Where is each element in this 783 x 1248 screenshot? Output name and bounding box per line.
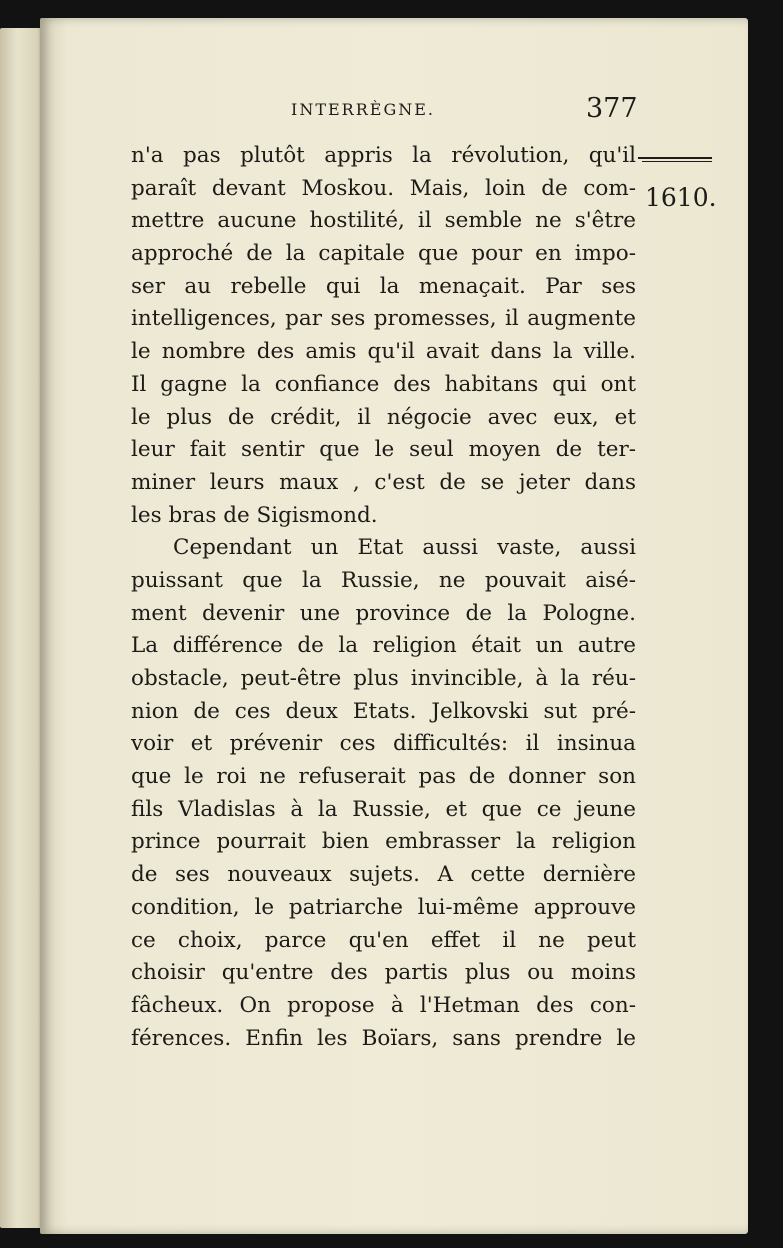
text-line: ce choix, parce qu'en effet il ne peut bbox=[131, 927, 636, 953]
text-line: approché de la capitale que pour en impo- bbox=[131, 241, 636, 267]
text-line: fâcheux. On propose à l'Hetman des con- bbox=[131, 992, 636, 1018]
text-line: ser au rebelle qui la menaçait. Par ses bbox=[131, 273, 636, 299]
text-line: Il gagne la confiance des habitans qui ont bbox=[131, 371, 636, 397]
text-line: choisir qu'entre des partis plus ou moins bbox=[131, 960, 636, 986]
margin-date: 1610. bbox=[645, 183, 717, 212]
margin-rule bbox=[642, 161, 712, 162]
text-line: leur fait sentir que le seul moyen de ter- bbox=[131, 437, 636, 463]
body-text bbox=[131, 140, 636, 1055]
text-line: fils Vladislas à la Russie, et que ce jeune bbox=[131, 796, 636, 822]
text-line: Cependant un Etat aussi vaste, aussi bbox=[173, 535, 636, 561]
text-line: condition, le patriarche lui-même approuve bbox=[131, 894, 636, 920]
text-line: miner leurs maux , c'est de se jeter dans bbox=[131, 469, 636, 495]
text-line: intelligences, par ses promesses, il augmente bbox=[131, 306, 636, 332]
text-line: n'a pas plutôt appris la révolution, qu'il bbox=[131, 143, 636, 168]
text-line: de ses nouveaux sujets. A cette dernière bbox=[131, 862, 636, 888]
text-line: le plus de crédit, il négocie avec eux, et bbox=[131, 404, 636, 430]
text-line: que le roi ne refuserait pas de donner son bbox=[131, 764, 636, 790]
text-line: férences. Enfin les Boïars, sans prendre le bbox=[131, 1025, 636, 1051]
text-line: le nombre des amis qu'il avait dans la ville. bbox=[131, 339, 636, 365]
margin-rule bbox=[638, 157, 712, 159]
text-line: voir et prévenir ces difficultés: il insinua bbox=[131, 731, 636, 757]
text-line: paraît devant Moskou. Mais, loin de com- bbox=[131, 175, 636, 201]
text-line: ment devenir une province de la Pologne. bbox=[131, 600, 636, 626]
text-line: prince pourrait bien embrasser la religion bbox=[131, 829, 636, 855]
text-line: obstacle, peut-être plus invincible, à la réu- bbox=[131, 666, 636, 691]
page-number: 377 bbox=[586, 93, 638, 124]
text-line: nion de ces deux Etats. Jelkovski sut pré- bbox=[131, 698, 636, 724]
facing-page-edge bbox=[0, 28, 44, 1228]
text-line: puissant que la Russie, ne pouvait aisé- bbox=[131, 567, 636, 593]
text-line: les bras de Sigismond. bbox=[131, 502, 378, 528]
running-head: INTERRÈGNE. bbox=[291, 100, 435, 119]
text-line: La différence de la religion était un autre bbox=[131, 633, 636, 659]
text-line: mettre aucune hostilité, il semble ne s'être bbox=[131, 208, 636, 234]
